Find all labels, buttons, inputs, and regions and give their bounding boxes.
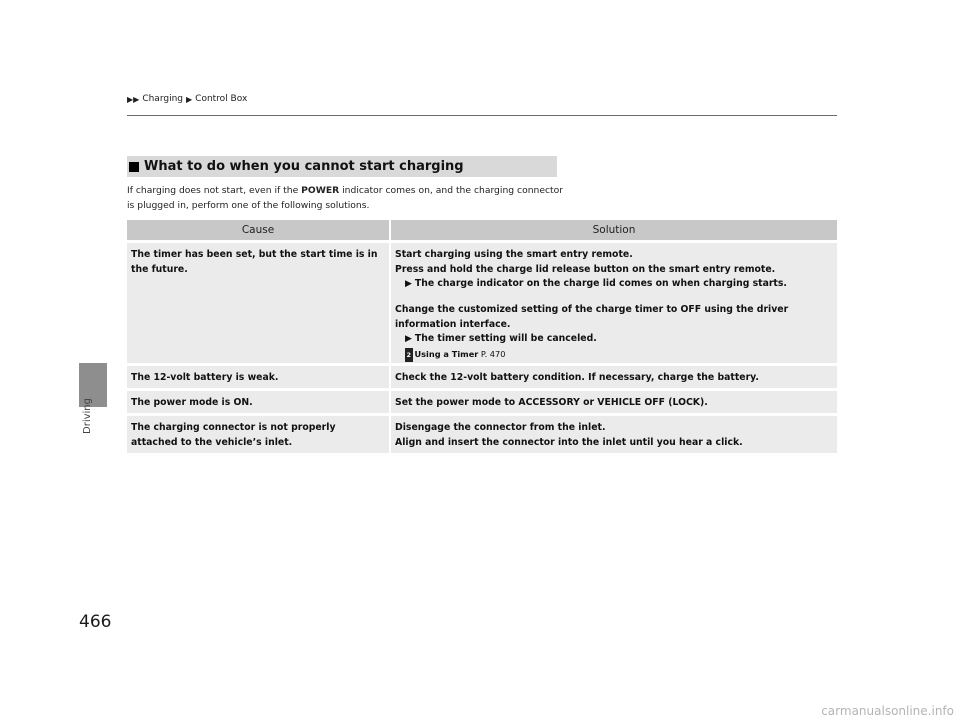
table-row-3-cause xyxy=(127,391,389,413)
watermark: carmanualsonline.info xyxy=(821,704,954,718)
table-row-1-solution-a xyxy=(391,243,837,298)
header-rule xyxy=(127,115,837,116)
note-text: The charge indicator on the charge lid comes on when charging starts. xyxy=(414,278,787,289)
table-row-2-cause xyxy=(127,366,389,388)
intro-text-1: If charging does not start, even if the xyxy=(127,185,302,196)
section-square-icon xyxy=(129,162,139,172)
intro-paragraph xyxy=(127,183,567,213)
cause-text: The power mode is ON. xyxy=(131,397,253,408)
table-row-3-solution xyxy=(391,391,837,413)
cross-reference-link[interactable] xyxy=(405,347,832,363)
cause-text: The charging connector is not properly attached to the vehicle’s inlet. xyxy=(131,422,336,448)
page-number: 466 xyxy=(79,612,112,632)
table-row-1-solution-b xyxy=(391,298,837,363)
intro-text-2: indicator comes on, and the charging connector is plugged in, perform one of the following solutions. xyxy=(127,185,564,211)
result-arrow-icon: ▶ xyxy=(405,334,412,344)
cause-text: The timer has been set, but the start time is in the future. xyxy=(131,249,378,275)
table-header-cause: Cause xyxy=(127,220,389,240)
table-header-solution: Solution xyxy=(391,220,837,240)
breadcrumb-item-control-box[interactable]: Control Box xyxy=(195,94,248,104)
solution-text: Start charging using the smart entry remote. xyxy=(395,249,633,260)
breadcrumb-arrow-icon: ▶ xyxy=(186,94,193,104)
chapter-label: Driving xyxy=(82,398,93,434)
reference-icon: 2 xyxy=(405,348,413,363)
solution-text: Check the 12-volt battery condition. If necessary, charge the battery. xyxy=(395,372,759,383)
breadcrumb-item-charging[interactable]: Charging xyxy=(142,94,183,104)
table-row-4-solution xyxy=(391,416,837,453)
note-text: The timer setting will be canceled. xyxy=(414,333,597,344)
table-row-1-cause xyxy=(127,243,389,363)
reference-title: Using a Timer xyxy=(414,348,479,359)
cause-text: The 12-volt battery is weak. xyxy=(131,372,279,383)
solution-note xyxy=(405,332,832,347)
breadcrumb xyxy=(127,94,247,104)
solution-text: Align and insert the connector into the inlet until you hear a click. xyxy=(395,436,743,448)
solution-text: Press and hold the charge lid release button on the smart entry remote. xyxy=(395,263,776,275)
solution-note xyxy=(405,277,832,292)
section-header xyxy=(127,156,557,177)
result-arrow-icon: ▶ xyxy=(405,279,412,289)
intro-power-term: POWER xyxy=(301,185,340,196)
table-row-2-solution xyxy=(391,366,837,388)
section-title: What to do when you cannot start charging xyxy=(144,159,464,174)
solution-text: Set the power mode to ACCESSORY or VEHICLE OFF (LOCK). xyxy=(395,397,708,408)
table-row-4-cause xyxy=(127,416,389,453)
solution-text: Disengage the connector from the inlet. xyxy=(395,422,606,433)
breadcrumb-arrow-icon: ▶▶ xyxy=(127,94,140,104)
solution-text: Change the customized setting of the charge timer to OFF using the driver information interface. xyxy=(395,304,789,330)
reference-page: P. 470 xyxy=(480,348,506,359)
